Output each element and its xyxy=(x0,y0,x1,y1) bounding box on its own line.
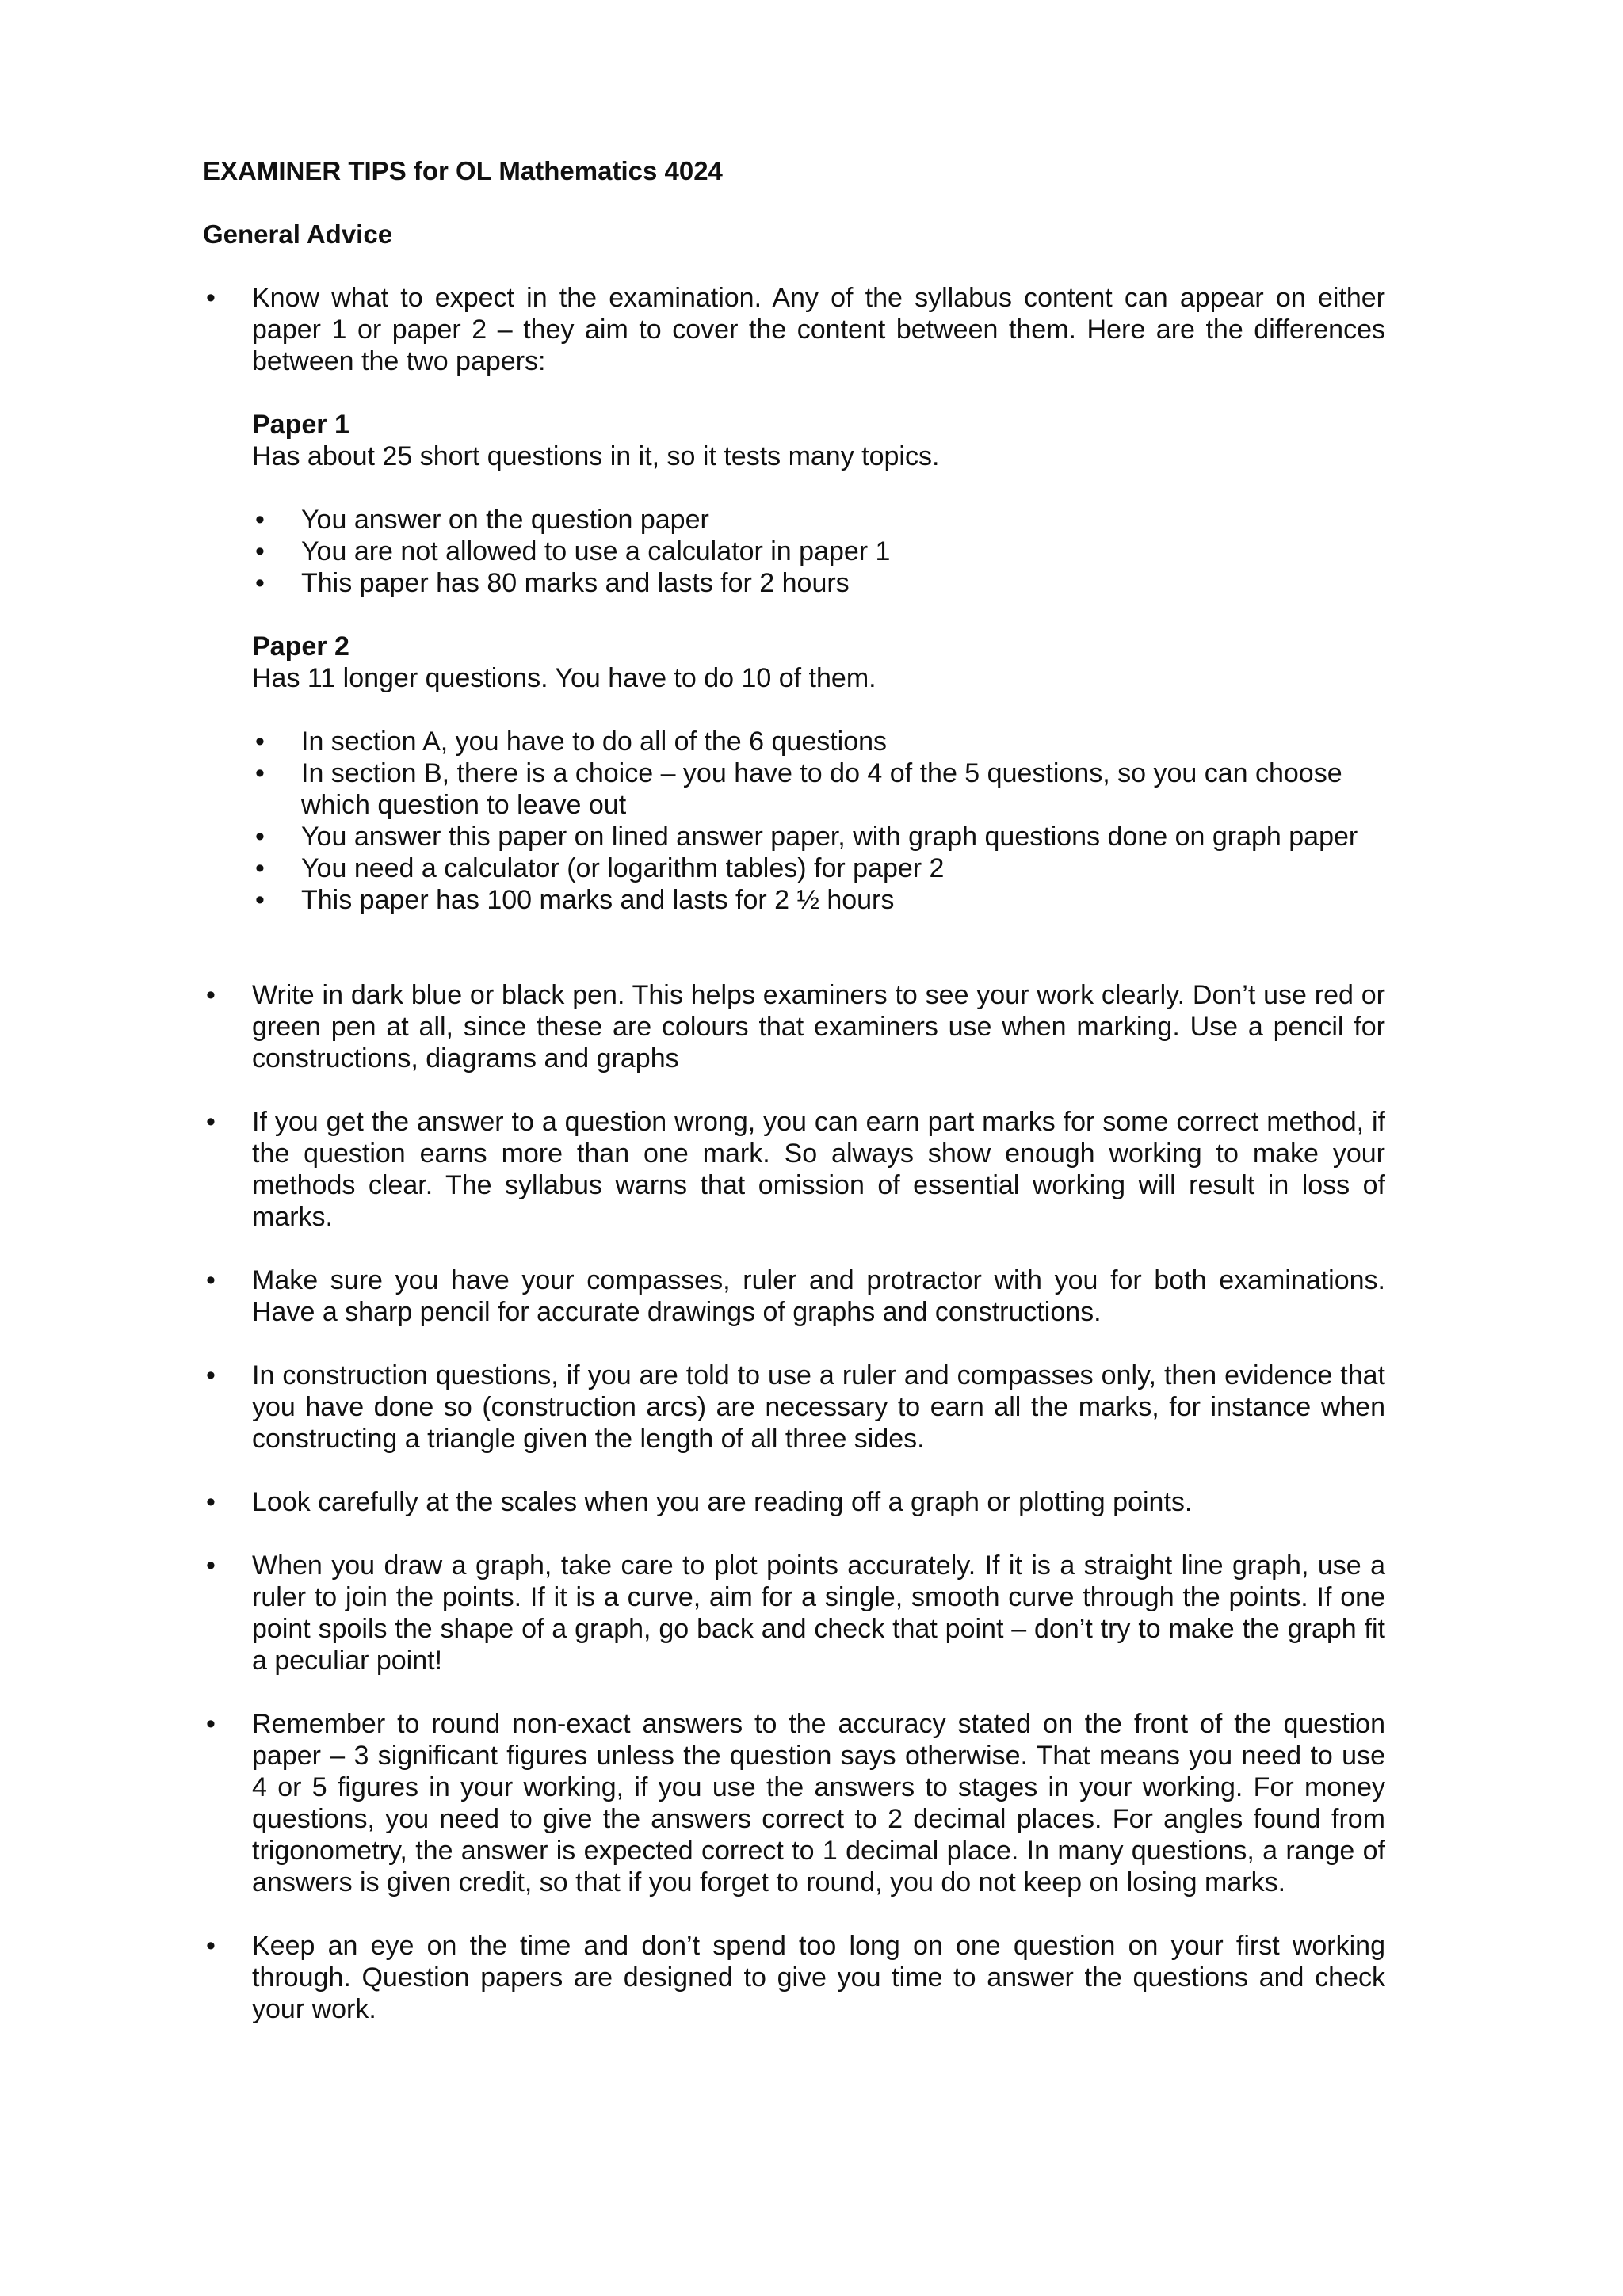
advice-text: When you draw a graph, take care to plot points accurately. If it is a straight line graph, use a ruler to join the points. If it is a curve, aim for a single, smooth curve through the points. If one point spoils the shape of a graph, go back and check that point – don’t try to make the graph fit a peculiar point! xyxy=(252,1550,1385,1676)
list-item xyxy=(252,504,1385,536)
bullet-icon: • xyxy=(206,1487,216,1517)
bullet-icon: • xyxy=(255,505,265,535)
advice-item-scales xyxy=(203,1486,1385,1518)
paper-2-block xyxy=(252,631,1385,916)
bullet-icon: • xyxy=(206,1931,216,1961)
bullet-icon: • xyxy=(206,1107,216,1137)
point-text: This paper has 100 marks and lasts for 2 ½ hours xyxy=(301,885,895,915)
point-text: You are not allowed to use a calculator in paper 1 xyxy=(301,536,891,566)
bullet-icon: • xyxy=(206,283,216,313)
paper-2-description: Has 11 longer questions. You have to do 10 of them. xyxy=(252,663,876,693)
point-text: You answer on the question paper xyxy=(301,505,709,535)
advice-item-pen xyxy=(203,979,1385,1074)
paper-1-title: Paper 1 xyxy=(252,410,349,440)
bullet-icon: • xyxy=(255,822,265,852)
bullet-icon: • xyxy=(255,727,265,757)
advice-text: Make sure you have your compasses, ruler and protractor with you for both examinations. Have a sharp pencil for accurate drawings of graphs and constructions. xyxy=(252,1265,1385,1327)
list-item xyxy=(252,852,1385,884)
section-heading: General Advice xyxy=(203,219,393,249)
advice-item-construction xyxy=(203,1360,1385,1455)
list-item xyxy=(252,536,1385,567)
point-text: In section B, there is a choice – you have to do 4 of the 5 questions, so you can choose which question to leave out xyxy=(301,758,1342,820)
advice-text: In construction questions, if you are told to use a ruler and compasses only, then evidence that you have done so (construction arcs) are necessary to earn all the marks, for instance when constructing a triangle given the length of all three sides. xyxy=(252,1360,1385,1454)
list-item xyxy=(252,884,1385,916)
advice-text: Remember to round non-exact answers to the accuracy stated on the front of the question paper – 3 significant figures unless the question says otherwise. That means you need to use 4 or 5 figures in your working, if you use the answers to stages in your working. For money questions, you need to give the answers correct to 2 decimal places. For angles found from trigonometry, the answer is expected correct to 1 decimal place. In many questions, a range of answers is given credit, so that if you forget to round, you do not keep on losing marks. xyxy=(252,1709,1385,1897)
advice-item-time xyxy=(203,1930,1385,2025)
spacer xyxy=(252,916,1385,948)
advice-item-equipment xyxy=(203,1264,1385,1328)
bullet-icon: • xyxy=(255,568,265,598)
advice-item-working xyxy=(203,1106,1385,1233)
advice-text: Keep an eye on the time and don’t spend too long on one question on your first working through. Question papers are designed to give you time to answer the questions and check your work. xyxy=(252,1931,1385,2024)
paper-1-block xyxy=(252,409,1385,599)
list-item xyxy=(252,567,1385,599)
advice-text: Write in dark blue or black pen. This helps examiners to see your work clearly. Don’t use red or green pen at all, since these are colours that examiners use when marking. Use a pencil for constructions, diagrams and graphs xyxy=(252,980,1385,1074)
advice-list xyxy=(203,282,1385,2057)
advice-text: Look carefully at the scales when you are reading off a graph or plotting points. xyxy=(252,1487,1193,1517)
bullet-icon: • xyxy=(206,1265,216,1295)
advice-text: Know what to expect in the examination. Any of the syllabus content can appear on either paper 1 or paper 2 – they aim to cover the content between them. Here are the differences between the two papers: xyxy=(252,283,1385,376)
point-text: This paper has 80 marks and lasts for 2 hours xyxy=(301,568,850,598)
bullet-icon: • xyxy=(206,1360,216,1390)
bullet-icon: • xyxy=(255,885,265,915)
list-item xyxy=(252,821,1385,852)
advice-item-exam-overview xyxy=(203,282,1385,948)
advice-text: If you get the answer to a question wrong, you can earn part marks for some correct method, if the question earns more than one mark. So always show enough working to make your methods clear. The syllabus warns that omission of essential working will result in loss of marks. xyxy=(252,1107,1385,1232)
paper-2-title: Paper 2 xyxy=(252,631,349,662)
advice-item-rounding xyxy=(203,1708,1385,1898)
point-text: In section A, you have to do all of the 6 questions xyxy=(301,727,888,757)
point-text: You answer this paper on lined answer paper, with graph questions done on graph paper xyxy=(301,822,1358,852)
advice-item-graphs xyxy=(203,1550,1385,1676)
point-text: You need a calculator (or logarithm tables) for paper 2 xyxy=(301,853,945,883)
bullet-icon: • xyxy=(255,758,265,788)
paper-1-points xyxy=(252,504,1385,599)
bullet-icon: • xyxy=(206,1550,216,1581)
bullet-icon: • xyxy=(255,853,265,883)
bullet-icon: • xyxy=(255,536,265,566)
paper-2-points xyxy=(252,726,1385,916)
document-title: EXAMINER TIPS for OL Mathematics 4024 xyxy=(203,156,723,185)
list-item xyxy=(252,726,1385,757)
list-item xyxy=(252,757,1385,821)
paper-1-description: Has about 25 short questions in it, so it tests many topics. xyxy=(252,441,940,471)
bullet-icon: • xyxy=(206,980,216,1010)
bullet-icon: • xyxy=(206,1709,216,1739)
